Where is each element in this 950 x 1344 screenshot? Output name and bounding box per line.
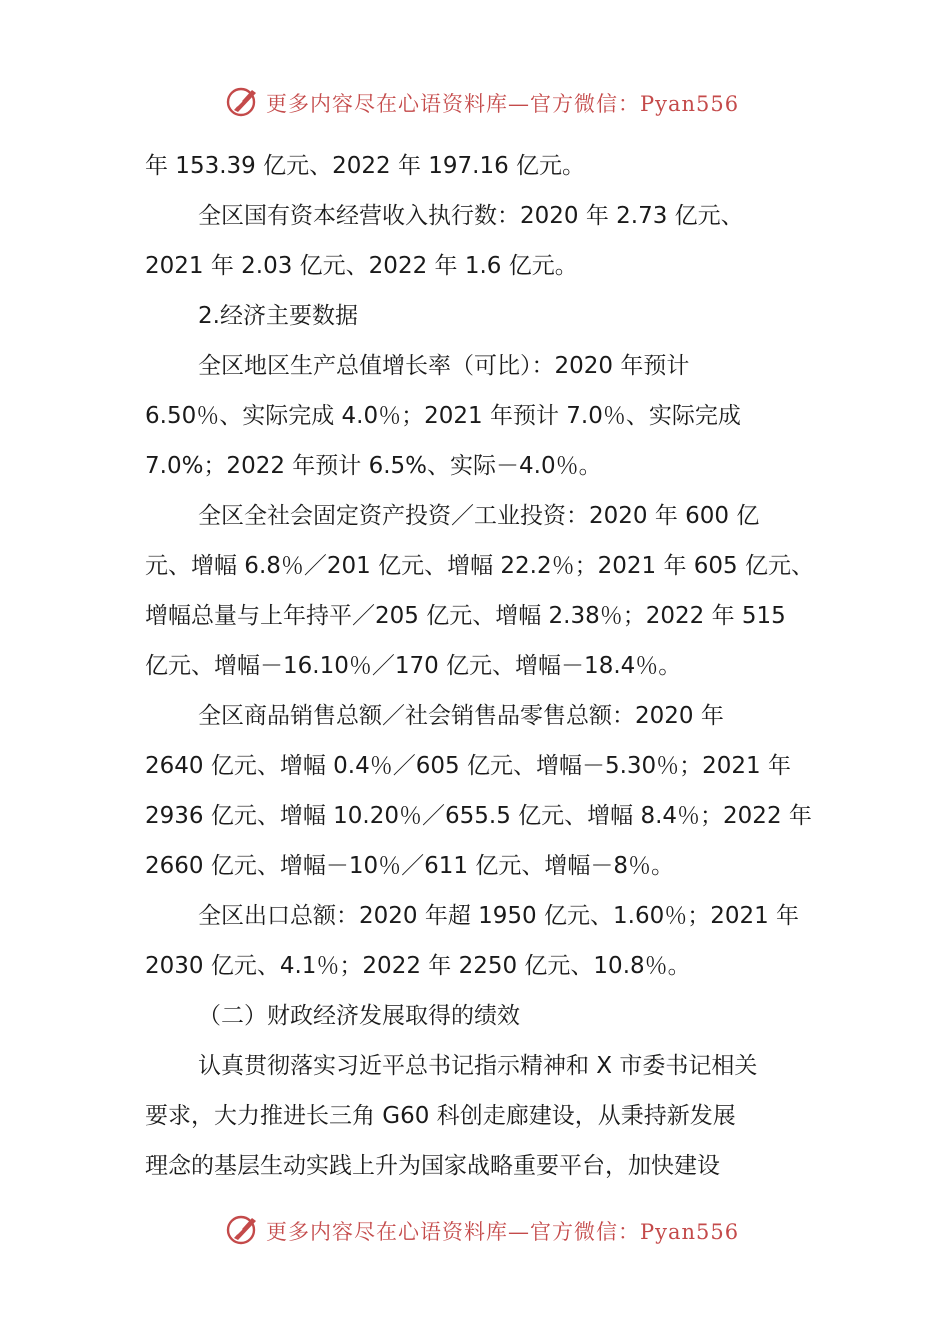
text-line: 年 153.39 亿元、2022 年 197.16 亿元。 [145,153,586,179]
watermark-header [0,82,950,122]
pen-nib-circle-icon [226,1212,260,1246]
text-line: 2936 亿元、增幅 10.20％／655.5 亿元、增幅 8.4％；2022 年 [145,803,812,829]
section-heading: （二）财政经济发展取得的绩效 [198,1003,520,1029]
text-line: 增幅总量与上年持平／205 亿元、增幅 2.38％；2022 年 515 [145,603,786,629]
text-line: 2021 年 2.03 亿元、2022 年 1.6 亿元。 [145,253,578,279]
text-line: 6.50％、实际完成 4.0％；2021 年预计 7.0％、实际完成 [145,403,741,429]
text-line: 理念的基层生动实践上升为国家战略重要平台，加快建设 [145,1153,720,1179]
watermark-text: 更多内容尽在心语资料库—官方微信：Pyan556 [266,92,740,116]
text-line: 要求，大力推进长三角 G60 科创走廊建设，从秉持新发展 [145,1103,736,1129]
pen-nib-circle-icon [226,84,260,118]
text-line: 全区商品销售总额／社会销售品零售总额：2020 年 [198,703,724,729]
text-line: 2640 亿元、增幅 0.4％／605 亿元、增幅－5.30％；2021 年 [145,753,791,779]
text-line: 全区地区生产总值增长率（可比）：2020 年预计 [198,353,690,379]
text-line: 7.0%；2022 年预计 6.5%、实际－4.0％。 [145,453,602,479]
text-line: 认真贯彻落实习近平总书记指示精神和 X 市委书记相关 [198,1053,758,1079]
section-heading: 2.经济主要数据 [198,303,358,329]
text-line: 全区国有资本经营收入执行数：2020 年 2.73 亿元、 [198,203,744,229]
watermark-text: 更多内容尽在心语资料库—官方微信：Pyan556 [266,1220,740,1244]
text-line: 全区出口总额：2020 年超 1950 亿元、1.60％；2021 年 [198,903,800,929]
watermark-footer [0,1210,950,1250]
text-line: 元、增幅 6.8％／201 亿元、增幅 22.2％；2021 年 605 亿元、 [145,553,814,579]
text-line: 亿元、增幅－16.10％／170 亿元、增幅－18.4％。 [145,653,682,679]
text-line: 全区全社会固定资产投资／工业投资：2020 年 600 亿 [198,503,760,529]
text-line: 2030 亿元、4.1％；2022 年 2250 亿元、10.8％。 [145,953,691,979]
text-line: 2660 亿元、增幅－10％／611 亿元、增幅－8％。 [145,853,674,879]
